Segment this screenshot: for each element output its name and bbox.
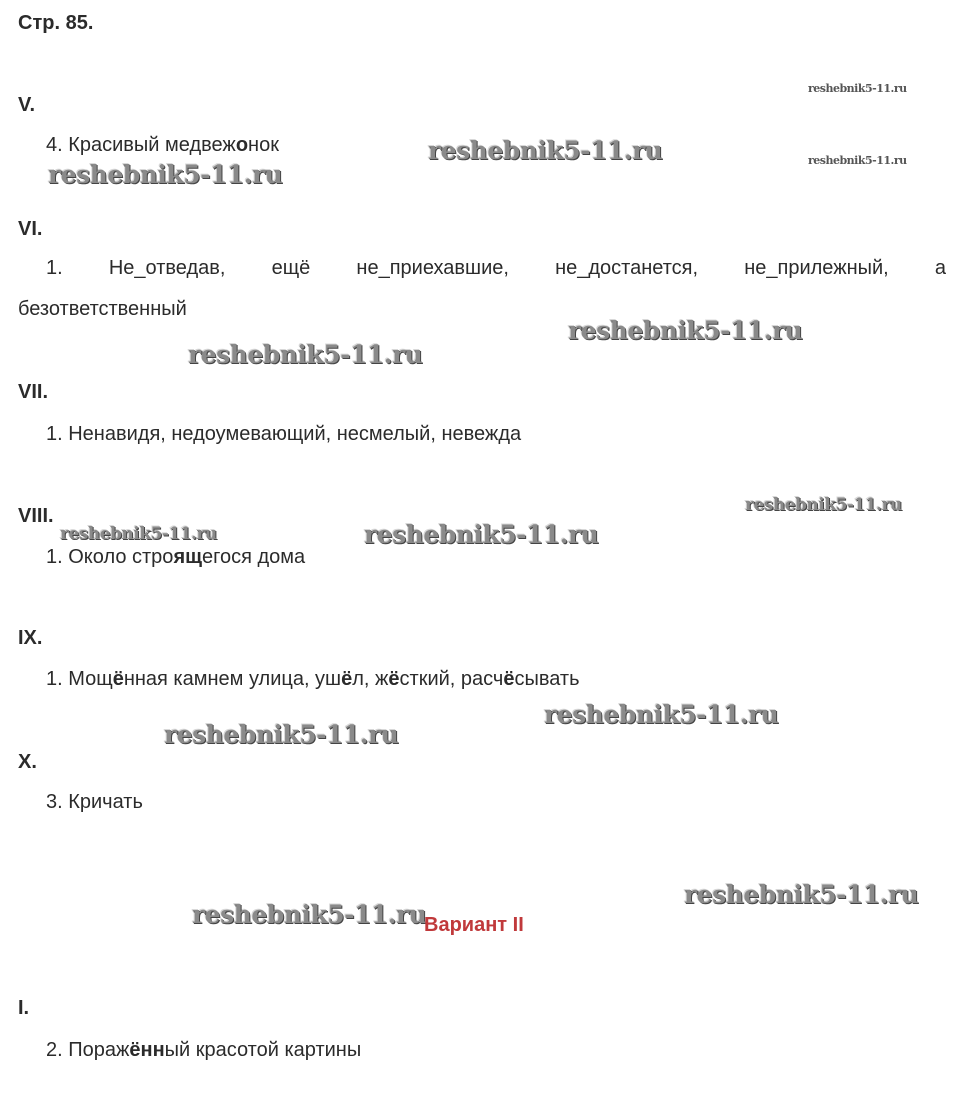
text-part: 1. Мощ (46, 668, 113, 690)
section-heading-vi: VI. (18, 218, 43, 240)
text-part: нок (248, 134, 279, 156)
watermark-5: reshebnik5-11.ru (568, 316, 803, 345)
text-part: 4. Красивый медвеж (46, 134, 236, 156)
page-label: Стр. 85. (18, 12, 94, 34)
section-viii-answer (46, 546, 305, 569)
watermark-12: reshebnik5-11.ru (684, 880, 919, 909)
highlighted-letter: ё (388, 668, 400, 690)
text-part: нная камнем улица, уш (123, 668, 342, 690)
section-vii-answer: 1. Ненавидя, недоумевающий, несмелый, невежда (46, 423, 522, 445)
section-heading-vii: VII. (18, 381, 49, 403)
text-part: сткий, расч (399, 668, 504, 690)
text-part: 1. Около стро (46, 546, 174, 568)
text-part: егося дома (201, 546, 306, 568)
text-part: 2. Пораж (46, 1039, 130, 1061)
watermark-2: reshebnik5-11.ru (808, 154, 907, 167)
section-vi-answer-line1: 1. Не_отведав, ещё не_приехавшие, не_достанется, не_прилежный, а (46, 257, 946, 279)
section-heading-v: V. (18, 94, 36, 116)
section-ix-answer (46, 668, 580, 691)
watermark-6: reshebnik5-11.ru (188, 340, 423, 369)
text-part: л, ж (352, 668, 389, 690)
section-v-answer (46, 134, 279, 157)
section-x-answer: 3. Кричать (46, 791, 143, 813)
watermark-3: reshebnik5-11.ru (428, 136, 663, 165)
section-vi-answer-line2: безответственный (18, 298, 187, 320)
section-heading-x: X. (18, 751, 37, 773)
highlighted-letter: ё (341, 668, 353, 690)
watermark-13: reshebnik5-11.ru (192, 900, 427, 929)
watermark-11: reshebnik5-11.ru (164, 720, 399, 749)
watermark-1: reshebnik5-11.ru (808, 82, 907, 95)
highlighted-letter: о (235, 134, 249, 156)
section-i-answer (46, 1039, 361, 1062)
text-part: сывать (514, 668, 580, 690)
section-heading-ix: IX. (18, 627, 43, 649)
watermark-10: reshebnik5-11.ru (544, 700, 779, 729)
variant-title: Вариант II (424, 914, 524, 936)
watermark-9: reshebnik5-11.ru (364, 520, 599, 549)
highlighted-letter: ё (503, 668, 515, 690)
watermark-4: reshebnik5-11.ru (48, 160, 283, 189)
section-heading-viii: VIII. (18, 505, 54, 527)
text-part: ый красотой картины (164, 1039, 362, 1061)
highlighted-letters: ящ (173, 546, 202, 568)
highlighted-letter: ё (112, 668, 124, 690)
watermark-7: reshebnik5-11.ru (745, 495, 902, 515)
highlighted-letters: ённ (129, 1039, 165, 1061)
watermark-8: reshebnik5-11.ru (60, 524, 217, 544)
section-heading-i: I. (18, 997, 30, 1019)
